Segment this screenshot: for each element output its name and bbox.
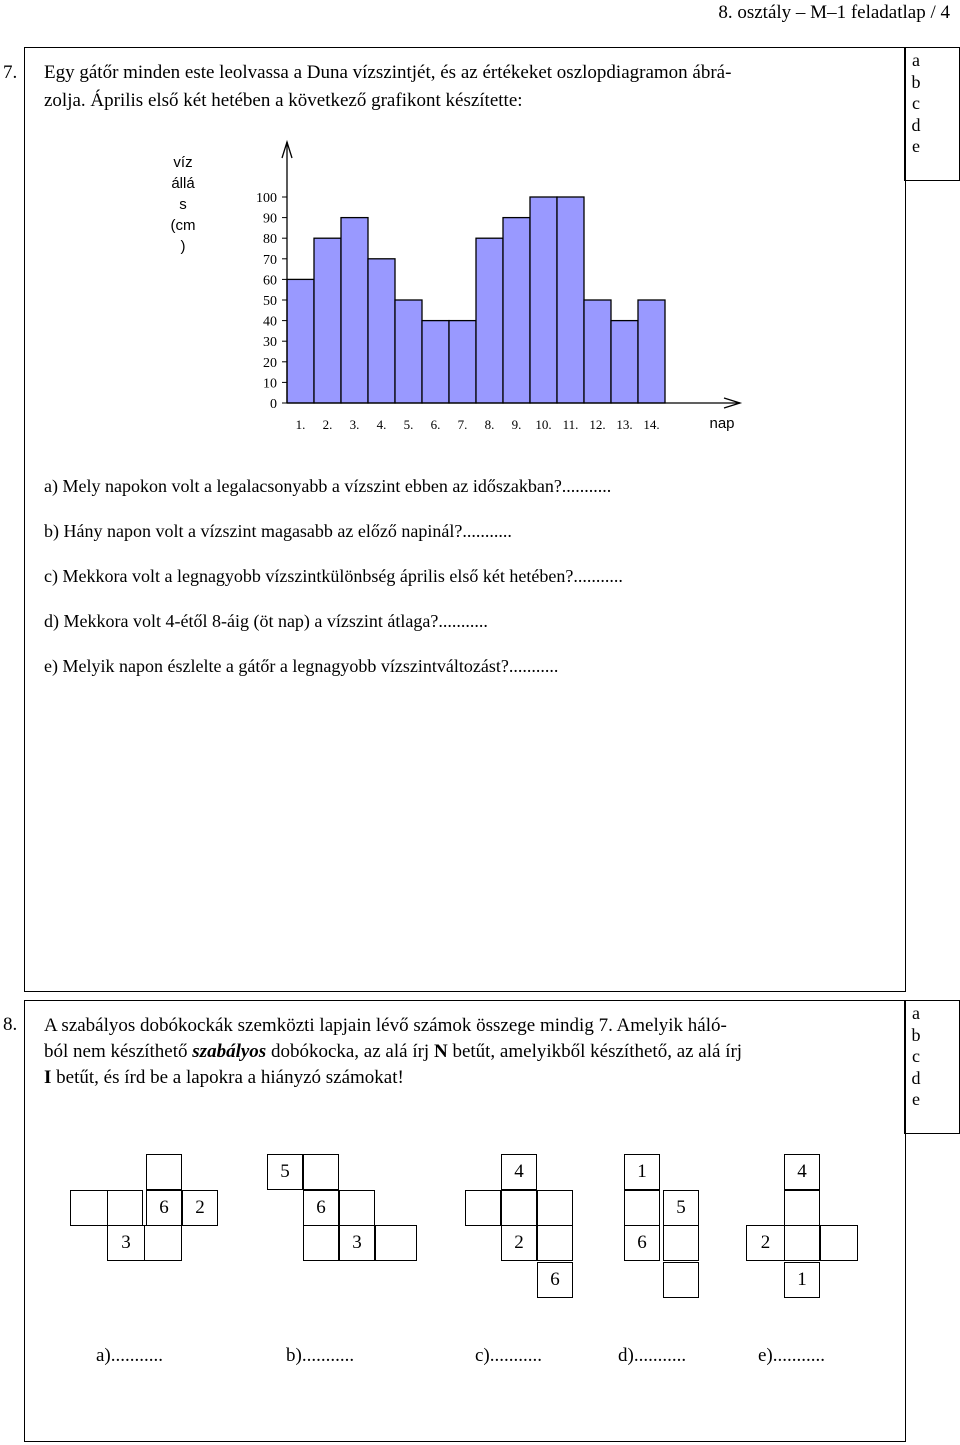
x-tick-label: 7. xyxy=(457,417,468,432)
net-cell: 2 xyxy=(182,1190,218,1226)
letter-e: e xyxy=(912,136,920,156)
line2-em: szabályos xyxy=(192,1041,267,1062)
bar xyxy=(584,300,611,403)
net-cell xyxy=(339,1190,375,1226)
bar xyxy=(449,321,476,403)
net-cell: 6 xyxy=(537,1262,573,1298)
net-cell: 2 xyxy=(746,1225,785,1261)
line3-post: betűt, és írd be a lapokra a hiányzó számokat! xyxy=(51,1067,404,1088)
letter-d: d xyxy=(911,114,921,135)
net-cell: 1 xyxy=(624,1154,660,1190)
net-cell: 4 xyxy=(501,1154,537,1190)
x-tick-label: 8. xyxy=(484,417,495,432)
question-e: e) Melyik napon észlelte a gátőr a legnagyobb vízszintváltozást?........... xyxy=(44,656,559,676)
answer-b: b)........... xyxy=(286,1345,355,1366)
y-tick-label: 70 xyxy=(263,252,277,268)
y-tick-label: 100 xyxy=(256,191,277,206)
net-cell xyxy=(784,1190,820,1226)
bar xyxy=(341,218,368,403)
bar xyxy=(422,321,449,403)
x-tick-label: 1. xyxy=(295,417,306,432)
net-cell xyxy=(820,1225,858,1261)
y-tick-label: 30 xyxy=(263,335,277,351)
ylabel-line: (cm xyxy=(170,217,196,234)
net-cell xyxy=(624,1190,660,1226)
ylabel-line: s xyxy=(179,196,187,213)
y-tick-label: 60 xyxy=(263,273,277,289)
line2-mid: dobókocka, az alá írj xyxy=(266,1041,434,1062)
ylabel-line: állá xyxy=(171,175,195,192)
task8-text-line2 xyxy=(44,1039,742,1065)
y-tick-label: 50 xyxy=(263,294,277,309)
net-cell xyxy=(107,1190,143,1226)
letter-d: d xyxy=(911,1067,921,1088)
x-tick-label: 9. xyxy=(511,417,522,432)
x-axis-label: nap xyxy=(709,415,735,432)
net-cell: 2 xyxy=(501,1225,537,1261)
task8-number: 8. xyxy=(3,1014,18,1035)
bar xyxy=(503,218,530,403)
x-tick-label: 3. xyxy=(349,417,360,432)
bar xyxy=(638,300,665,403)
bar xyxy=(368,259,395,403)
bar xyxy=(287,279,314,403)
letter-a: a xyxy=(912,1003,920,1023)
question-b: b) Hány napon volt a vízszint magasabb az előző napinál?........... xyxy=(44,521,512,541)
bar xyxy=(530,197,557,403)
net-cell: 6 xyxy=(303,1190,339,1226)
net-cell xyxy=(70,1190,108,1226)
net-cell xyxy=(663,1262,699,1298)
net-cell xyxy=(501,1190,537,1226)
letter-e: e xyxy=(912,1089,920,1109)
x-tick-label: 13. xyxy=(616,417,633,432)
x-tick-label: 12. xyxy=(589,417,606,432)
net-cell: 6 xyxy=(146,1190,182,1226)
net-cell: 3 xyxy=(107,1225,145,1261)
task7-text-line1: Egy gátőr minden este leolvassa a Duna vízszintjét, és az értékeket oszlopdiagramon ábrá- xyxy=(44,62,732,83)
letter-b: b xyxy=(911,71,921,92)
x-tick-label: 11. xyxy=(562,417,579,432)
y-tick-label: 20 xyxy=(263,355,277,371)
y-tick-label: 40 xyxy=(263,314,277,330)
y-tick-label: 80 xyxy=(263,232,277,248)
net-cell: 5 xyxy=(267,1154,303,1190)
net-cell: 5 xyxy=(663,1190,699,1226)
net-cell: 6 xyxy=(624,1225,660,1261)
x-tick-label: 14. xyxy=(643,417,660,432)
answer-c: c)........... xyxy=(475,1345,543,1366)
task7-number: 7. xyxy=(3,62,18,83)
question-d: d) Mekkora volt 4-étől 8-áig (öt nap) a vízszint átlaga?........... xyxy=(44,611,488,631)
x-tick-label: 5. xyxy=(403,417,414,432)
y-tick-label: 0 xyxy=(270,397,277,412)
bar xyxy=(557,197,584,403)
y-tick-label: 10 xyxy=(263,376,277,392)
net-cell: 4 xyxy=(784,1154,820,1190)
x-tick-label: 10. xyxy=(535,417,552,432)
x-tick-label: 2. xyxy=(322,417,333,432)
question-a: a) Mely napokon volt a legalacsonyabb a vízszint ebben az időszakban?........... xyxy=(44,476,612,496)
net-cell xyxy=(784,1225,820,1261)
letter-c: c xyxy=(912,1046,920,1066)
line2-bold: N xyxy=(433,1041,448,1062)
bar xyxy=(395,300,422,403)
line3-bold: I xyxy=(44,1067,52,1088)
line2-pre: ból nem készíthető xyxy=(44,1041,193,1062)
bar xyxy=(314,238,341,403)
x-tick-label: 6. xyxy=(430,417,441,432)
x-tick-label: 4. xyxy=(376,417,387,432)
task8-text-line1: A szabályos dobókockák szemközti lapjain lévő számok összege mindig 7. Amelyik háló- xyxy=(44,1015,727,1036)
letter-c: c xyxy=(912,93,920,113)
task7-text-line2: zolja. Április első két hetében a következő grafikont készítette: xyxy=(44,90,523,111)
task7-letters xyxy=(904,50,928,158)
net-cell xyxy=(465,1190,501,1226)
letter-a: a xyxy=(912,50,920,70)
page-header: 8. osztály – M–1 feladatlap / 4 xyxy=(718,2,950,23)
task8-letters xyxy=(904,1003,928,1111)
line2-post: betűt, amelyikből készíthető, az alá írj xyxy=(447,1041,743,1062)
task8-text-line3 xyxy=(44,1065,404,1091)
net-cell xyxy=(663,1225,699,1261)
ylabel-line: ) xyxy=(180,238,186,255)
ylabel-line: víz xyxy=(173,154,193,171)
letter-b: b xyxy=(911,1024,921,1045)
net-cell xyxy=(144,1225,182,1261)
net-cell xyxy=(537,1190,573,1226)
answer-a: a)........... xyxy=(96,1345,164,1366)
net-cell xyxy=(303,1225,339,1261)
question-c: c) Mekkora volt a legnagyobb vízszintkülönbség április első két hetében?........... xyxy=(44,566,623,586)
net-cell: 1 xyxy=(784,1262,820,1298)
water-level-chart xyxy=(0,130,760,440)
bar xyxy=(611,321,638,403)
y-tick-label: 90 xyxy=(263,211,277,227)
net-cell xyxy=(375,1225,417,1261)
answer-e: e)........... xyxy=(758,1345,826,1366)
answer-d: d)........... xyxy=(618,1345,687,1366)
net-cell xyxy=(537,1225,573,1261)
bar xyxy=(476,238,503,403)
net-cell xyxy=(146,1154,182,1190)
net-cell xyxy=(303,1154,339,1190)
net-cell: 3 xyxy=(339,1225,375,1261)
